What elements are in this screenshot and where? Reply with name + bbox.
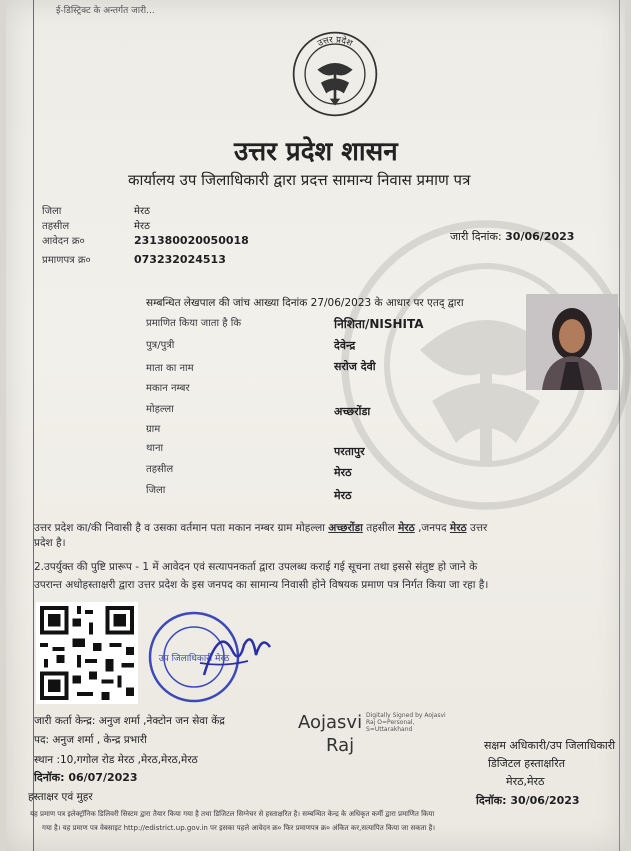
meta-label-application: आवेदन क्र० xyxy=(42,236,85,247)
field-tehsil-value: मेरठ xyxy=(334,466,352,479)
para1-mohalla: अच्छरोंडा xyxy=(328,522,363,534)
field-mohalla-value: अच्छरोंडा xyxy=(334,405,371,418)
digital-signer-name-2: Raj xyxy=(326,735,355,756)
para1-text-a: उत्तर प्रदेश का/की निवासी है व उसका वर्तमान पता मकान नम्बर ग्राम मोहल्ला xyxy=(34,522,329,534)
issuer-sign-seal: हस्ताक्षर एवं मुहर xyxy=(28,791,93,803)
meta-label-tehsil: तहसील xyxy=(42,221,70,232)
field-thana-label: थाना xyxy=(146,443,164,454)
meta-value-tehsil: मेरठ xyxy=(134,221,150,232)
issuer-date: दिनॉक: 06/07/2023 xyxy=(34,771,138,784)
confirmation-paragraph xyxy=(34,560,488,593)
residence-paragraph xyxy=(34,521,619,551)
field-district-value: मेरठ xyxy=(334,489,352,502)
field-mohalla-label: मोहल्ला xyxy=(146,404,174,415)
para1-text-c: तहसील xyxy=(362,522,399,534)
seal-text: उप जिलाधिकारी मेरठ xyxy=(158,654,230,664)
para1-text-h: प्रदेश है। xyxy=(34,537,66,549)
authority-date: दिनॉक: 30/06/2023 xyxy=(476,794,580,807)
certified-label: प्रमाणित किया जाता है कि xyxy=(146,318,242,329)
para1-district: मेरठ xyxy=(449,522,467,534)
para2-line1: 2.उपर्युक्त की पुष्टि प्रारूप - 1 में आवेदन एवं सत्यापनकर्ता द्वारा उपलब्ध कराई गई सूचना तथा इससे संतुष्ट हो जाने के xyxy=(34,561,478,573)
authority-place: मेरठ,मेरठ xyxy=(506,775,545,788)
field-mother-label: माता का नाम xyxy=(146,363,194,374)
up-emblem-logo xyxy=(291,30,379,118)
field-parent-value: देवेन्द्र xyxy=(334,339,356,352)
field-district-label: जिला xyxy=(146,485,166,496)
footer-line-1: यह प्रमाण पत्र इलेक्ट्रॉनिक डिलिवरी सिस्टम द्वारा तैयार किया गया है तथा डिजिटल सिग्नेचर से हस्ताक्षरित है। सम्बन्धित केन्द्र के अधिकृत कर्मी द्वारा प्रमाणित किया xyxy=(30,810,435,818)
field-house-label: मकान नम्बर xyxy=(146,383,190,394)
page-title: उत्तर प्रदेश शासन xyxy=(234,137,398,167)
field-tehsil-label: तहसील xyxy=(146,464,174,475)
meta-value-district: मेरठ xyxy=(134,206,150,217)
certificate-paper xyxy=(6,0,625,851)
field-name-value: निशिता/NISHITA xyxy=(334,317,424,331)
para2-line2: उपरान्त अधोहस्ताक्षरी द्वारा उत्तर प्रदेश के इस जनपद का सामान्य निवासी होने विषयक प्रमाण पत्र निर्गत किया जा रहा है। xyxy=(34,579,489,591)
meta-value-certificate: 073232024513 xyxy=(134,253,226,266)
issuer-place: स्थान :10,गगोल रोड मेरठ ,मेरठ,मेरठ,मेरठ xyxy=(34,754,198,766)
field-mother-value: सरोज देवी xyxy=(334,360,376,373)
top-note: ई-डिस्ट्रिक्ट के अन्तर्गत जारी... xyxy=(56,6,155,16)
applicant-photo xyxy=(526,294,618,390)
digital-signer-name-1: Aojasvi xyxy=(298,712,363,733)
emblem-text: उत्तर प्रदेश xyxy=(316,35,354,50)
issue-date xyxy=(450,229,574,244)
digital-sign-note: Digitally Signed by Aojasvi Raj O=Personal, S=Uttarakhand xyxy=(366,712,446,733)
authority-signed: डिजिटल हस्ताक्षरित xyxy=(488,757,565,770)
authority-title: सक्षम अधिकारी/उप जिलाधिकारी xyxy=(484,739,616,752)
field-village-label: ग्राम xyxy=(146,424,161,435)
page-subtitle: कार्यालय उप जिलाधिकारी द्वारा प्रदत्त सामान्य निवास प्रमाण पत्र xyxy=(128,171,471,189)
para1-tehsil: मेरठ xyxy=(398,522,415,534)
svg-text:उत्तर प्रदेश xyxy=(316,35,354,50)
intro-text: सम्बन्धित लेखपाल की जांच आख्या दिनांक 27/06/2023 के आधार पर एतद् द्वारा xyxy=(146,297,464,309)
office-seal xyxy=(144,605,274,710)
meta-label-district: जिला xyxy=(42,206,62,217)
issue-date-value: 30/06/2023 xyxy=(505,230,575,243)
issuer-center: जारी कर्ता केन्द्र: अनुज शर्मा ,नेक्टोन जन सेवा केंद्र xyxy=(34,715,225,727)
meta-value-application: 231380020050018 xyxy=(134,234,249,247)
para1-text-g: उत्तर xyxy=(466,522,488,534)
issue-date-label: जारी दिनांक: xyxy=(450,230,502,243)
field-parent-label: पुत्र/पुत्री xyxy=(146,340,175,351)
footer-line-2: गया है। यह प्रमाण पत्र वेबसाइट http://edistrict.up.gov.in पर इसका पहले आवेदन क्र० फिर प्रमाणपत्र क्र० अंकित कर,सत्यापित किया जा सकता है। xyxy=(42,824,435,832)
meta-label-certificate: प्रमाणपत्र क्र० xyxy=(42,255,91,266)
issuer-post: पद: अनुज शर्मा , केन्द्र प्रभारी xyxy=(34,734,147,746)
qr-code xyxy=(36,602,138,704)
field-thana-value: परतापुर xyxy=(334,445,365,458)
para1-text-e: ,जनपद xyxy=(414,522,450,534)
